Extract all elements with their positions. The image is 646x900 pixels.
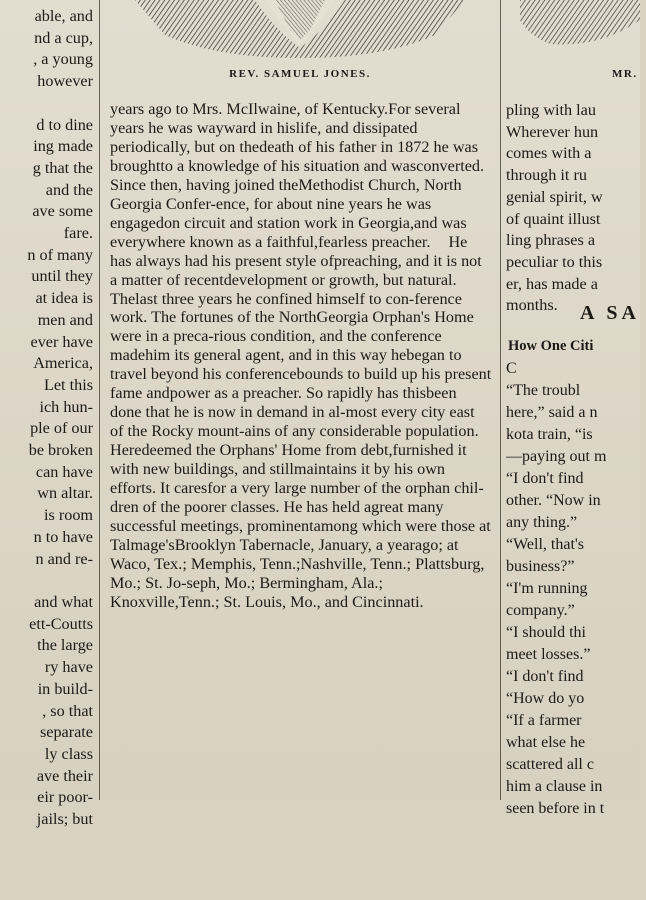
right-column-line: —paying out m <box>506 448 607 465</box>
left-column-line: America, <box>33 354 93 373</box>
middle-column-line: for a very large number of the orphan chil- <box>207 479 484 498</box>
right-column-line: comes with a <box>506 144 592 163</box>
right-column-line: meet losses.” <box>506 646 591 663</box>
middle-column-line: life, and dissipated periodically, but on the <box>110 118 418 156</box>
right-column-line: what else he <box>506 734 586 751</box>
left-column-line: g that the <box>32 158 93 177</box>
right-column-line: business?” <box>506 558 575 575</box>
middle-column-line: him its general agent, and in this way he <box>145 346 407 365</box>
left-column-line: the large <box>37 636 93 655</box>
left-column-line: until they <box>31 267 93 286</box>
left-column-line: n to have <box>33 527 93 546</box>
middle-column-line: years ago to Mrs. McIlwaine, of Kentucky. <box>110 100 389 118</box>
middle-column-line: on circuit and station work in Georgia, <box>163 213 415 232</box>
left-column-line: jails; but <box>36 810 93 829</box>
middle-column-line: great many successful meetings, prominent <box>110 498 444 535</box>
portrait-engraving <box>135 0 465 60</box>
left-column-line <box>0 570 93 592</box>
middle-column-line: converted. Since then, having joined the <box>110 156 485 194</box>
portrait-caption: REV. SAMUEL JONES. <box>229 68 371 80</box>
right-column-line: “How do yo <box>506 690 585 707</box>
left-column-line: ich hun- <box>39 397 93 416</box>
right-column-line: company.” <box>506 602 575 619</box>
left-column-line: at idea is <box>35 289 93 308</box>
middle-column-line: ago; at Waco, Tex.; Memphis, Tenn.; <box>110 535 459 573</box>
middle-column-line: death of his father in 1872 he was brought <box>110 137 479 175</box>
middle-column-line: power as a preacher. So rapidly has this <box>169 384 427 403</box>
left-column-line: be broken <box>28 441 93 460</box>
column-rule-right <box>500 0 501 800</box>
left-column-line: is room <box>43 506 93 525</box>
right-column-line: Wherever hun <box>506 122 599 141</box>
left-column-line: ing made <box>33 137 93 156</box>
right-column-line: pling with lau <box>506 101 596 119</box>
left-column-line: can have <box>35 462 93 481</box>
middle-column-line: rious condition, and the conference made <box>110 327 442 365</box>
right-column-line: here,” said a n <box>506 404 598 421</box>
middle-column-line: to a knowledge of his situation and was <box>160 156 417 175</box>
middle-column-line: been done that he is now in demand in al- <box>110 384 457 422</box>
middle-column-line: began to travel beyond his conference <box>110 346 462 384</box>
right-column-line: genial spirit, w <box>506 187 603 206</box>
left-column <box>0 0 93 829</box>
right-heading: A SA <box>580 302 640 324</box>
right-column-line: him a clause in <box>506 778 603 795</box>
middle-column-line: fearless preacher. <box>318 232 431 251</box>
middle-column-line: Methodist Church, North Georgia Confer- <box>110 175 462 213</box>
left-column-line: , so that <box>42 701 93 720</box>
left-column-line: ave some <box>32 202 93 221</box>
left-column-line: , a young <box>33 50 93 69</box>
middle-column-line: last three years he confined himself to con- <box>135 289 415 308</box>
right-column-line: through it ru <box>506 166 587 185</box>
middle-column-line: most every city east of the Rocky mount- <box>110 403 475 441</box>
middle-column-line: ence, for about nine years he was engaged <box>110 194 432 232</box>
middle-column-line: ains of any considerable population. He <box>110 422 479 460</box>
right-column-line: “I should thi <box>506 624 586 641</box>
middle-column-line: maintains it by his own efforts. It cares <box>110 460 445 498</box>
column-rule-left <box>99 0 100 800</box>
right-column-line: peculiar to this <box>506 252 603 271</box>
right-column-line: C <box>506 360 517 377</box>
left-column-line: and what <box>34 592 93 611</box>
right-column-line: “If a farmer <box>506 712 582 729</box>
right-column-line: other. “Now in <box>506 492 601 509</box>
right-column-line: months. <box>506 296 558 315</box>
middle-column-line: and was everywhere known as a faithful, <box>110 213 467 251</box>
left-column-line: n of many <box>27 245 93 264</box>
left-column-line: in build- <box>37 679 93 698</box>
left-column-line: nd a cup, <box>34 28 93 47</box>
right-column-line: kota train, “is <box>506 426 593 443</box>
left-column-line: ett-Coutts <box>29 614 93 633</box>
right-subheading: How One Citi <box>508 338 594 354</box>
left-column-line: however <box>37 72 93 91</box>
right-column-line: ling phrases a <box>506 231 596 250</box>
right-column-line: “I'm running <box>506 580 588 597</box>
middle-column-line: Nashville, Tenn.; Plattsburg, Mo.; St. Jo- <box>110 554 485 592</box>
middle-column-line: among which were those at Talmage's <box>110 516 491 554</box>
left-column-line: ple of our <box>30 419 93 438</box>
middle-column-line: dren of the poorer classes. He has held a <box>110 498 372 517</box>
middle-column-line: He has always had his present style of <box>110 232 468 270</box>
left-column-line <box>0 93 93 115</box>
left-column-line: ly class <box>44 744 93 763</box>
left-column-line: separate <box>39 723 93 742</box>
right-column-line: “Well, that's <box>506 536 585 553</box>
right-column-line: any thing.” <box>506 514 578 531</box>
middle-column-line: ference work. The fortunes of the North <box>110 289 462 327</box>
right-column-line: er, has made a <box>506 274 598 293</box>
middle-column-line: preaching, and it is not a matter of recent <box>110 251 482 289</box>
right-column-line: seen before in t <box>506 800 605 817</box>
left-column-line: eir poor- <box>37 788 93 807</box>
left-column-line: fare. <box>63 224 93 243</box>
right-column-line: “The troubl <box>506 382 581 399</box>
left-column-line: Let this <box>43 375 93 394</box>
left-column-line: men and <box>37 310 93 329</box>
left-column-line: d to dine <box>36 115 93 134</box>
middle-column-line: Tenn.; St. Louis, Mo., and Cincinnati. <box>178 592 424 611</box>
middle-column-line: Brooklyn Tabernacle, January, a year <box>174 535 415 554</box>
right-column-line: “I don't find <box>506 668 584 685</box>
left-column-line: ry have <box>44 658 93 677</box>
middle-column-line: bounds to build up his present fame and <box>110 365 492 403</box>
middle-column-line: Georgia Orphan's Home were in a preca- <box>110 308 474 346</box>
right-column-bottom <box>506 358 646 817</box>
middle-column-line: redeemed the Orphans' Home from debt, <box>128 441 393 460</box>
right-column-line: of quaint illust <box>506 209 601 228</box>
left-column-line: ever have <box>30 332 93 351</box>
left-column-line: ave their <box>36 766 93 785</box>
right-column-line: “I don't find <box>506 470 584 487</box>
portrait-caption-right: MR. <box>612 68 638 80</box>
left-column-line: able, and <box>34 7 93 25</box>
middle-column-line: For several years he was wayward in his <box>110 100 461 137</box>
middle-column-line: seph, Mo.; Bermingham, Ala.; Knoxville, <box>110 573 383 611</box>
left-column-line: n and re- <box>35 549 93 568</box>
middle-column-line: development or growth, but natural. The <box>110 270 457 308</box>
middle-column-line: furnished it with new buildings, and still <box>110 441 467 479</box>
right-column-line: scattered all c <box>506 756 594 773</box>
middle-column <box>110 100 492 612</box>
left-column-line: wn altar. <box>37 484 93 503</box>
left-column-line: and the <box>45 180 93 199</box>
